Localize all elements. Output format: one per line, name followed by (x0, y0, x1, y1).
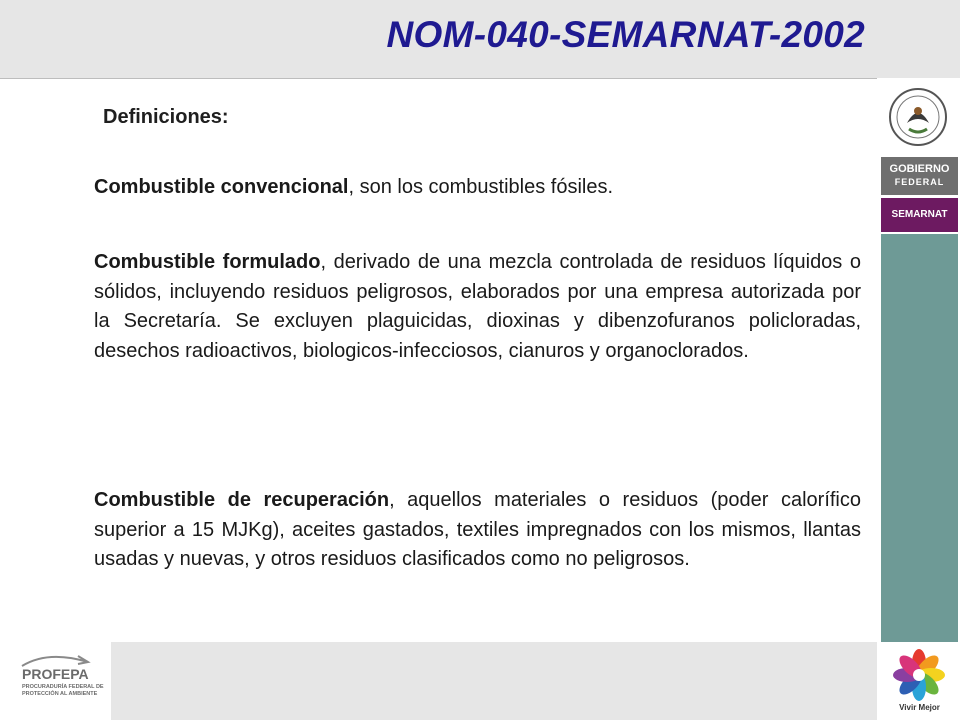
definition-text: , son los combustibles fósiles. (348, 176, 614, 198)
definition-text: , derivado de una mezcla controlada de residuos líquidos o sólidos, incluyendo residuos peligrosos, elaborados por una empresa autorizada por la Secretaría. Se excluyen plaguicidas, dioxinas y dibenzofuranos policloradas, desechos radioactivos, biologicos-infecciosos, cianuros y organoclorados. (94, 251, 861, 362)
profepa-subtitle: PROCURADURÍA FEDERAL DE PROTECCIÓN AL AMBIENTE (22, 684, 104, 697)
definition-term: Combustible formulado (94, 251, 321, 273)
definition-item (94, 173, 861, 203)
profepa-name: PROFEPA (22, 666, 89, 682)
header-band (0, 0, 877, 79)
sidebar-teal-panel (881, 234, 958, 642)
semarnat-badge: SEMARNAT (881, 198, 958, 232)
footer-band (111, 642, 877, 720)
vivir-mejor-logo (881, 645, 958, 720)
page-title: NOM-040-SEMARNAT-2002 (386, 14, 865, 55)
sidebar-top-band (877, 0, 960, 78)
profepa-logo (18, 652, 108, 712)
definition-term: Combustible convencional (94, 176, 349, 198)
gobierno-federal-badge (881, 157, 958, 195)
vivir-mejor-label: Vivir Mejor (899, 703, 940, 712)
definition-item (94, 248, 861, 366)
gobierno-label: GOBIERNO (889, 163, 950, 175)
national-seal-icon (883, 85, 953, 149)
definition-text: , aquellos materiales o residuos (poder calorífico superior a 15 MJKg), aceites gastados, textiles impregnados con los mismos, llantas usadas y nuevas, y otros residuos clasificados como no peligrosos. (94, 489, 861, 570)
sidebar (877, 0, 960, 720)
flower-logo-icon (881, 645, 958, 703)
federal-label: FEDERAL (894, 177, 945, 187)
definition-item (94, 486, 861, 575)
definition-term: Combustible de recuperación (94, 489, 390, 511)
section-heading: Definiciones: (103, 106, 229, 128)
